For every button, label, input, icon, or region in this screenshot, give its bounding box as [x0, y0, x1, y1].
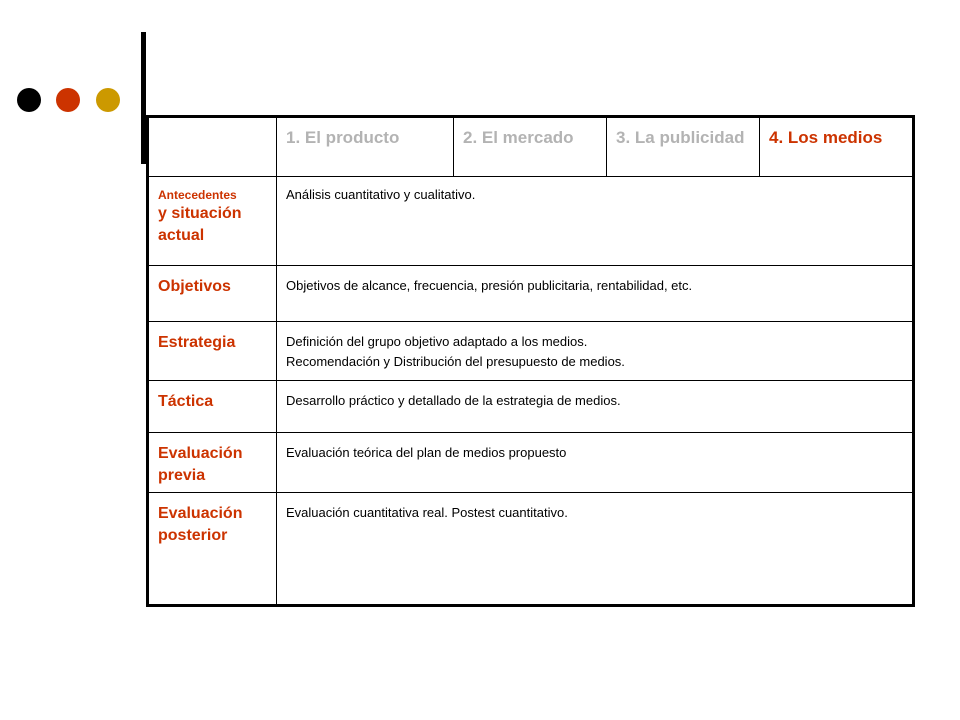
- row-label-estrategia: Estrategia: [148, 322, 277, 381]
- row-label-evaluacion-posterior: Evaluación posterior: [148, 493, 277, 606]
- table-row: [148, 381, 914, 433]
- table-row: [148, 433, 914, 493]
- row-label-objetivos: Objetivos: [148, 266, 277, 322]
- row-content: [277, 381, 914, 433]
- gold-dot: [96, 88, 120, 112]
- table-row: [148, 177, 914, 266]
- row-content: [277, 322, 914, 381]
- red-dot: [56, 88, 80, 112]
- black-dot: [17, 88, 41, 112]
- row-content: [277, 433, 914, 493]
- content-line: Definición del grupo objetivo adaptado a los medios.: [286, 334, 588, 349]
- header-cell-publicidad: 3. La publicidad: [607, 117, 760, 177]
- row-content: [277, 177, 914, 266]
- row-label-small: Antecedentes: [158, 188, 237, 202]
- row-label-text: y situación actual: [158, 205, 242, 244]
- table-row: [148, 266, 914, 322]
- header-cell-empty: [148, 117, 277, 177]
- row-content: [277, 266, 914, 322]
- content-line: Desarrollo práctico y detallado de la estrategia de medios.: [286, 393, 621, 408]
- table-header-row: [148, 117, 914, 177]
- media-plan-table: [146, 115, 915, 607]
- row-label-evaluacion-previa: Evaluación previa: [148, 433, 277, 493]
- header-cell-mercado: 2. El mercado: [454, 117, 607, 177]
- content-line: Evaluación cuantitativa real. Postest cuantitativo.: [286, 505, 568, 520]
- row-label-antecedentes: [148, 177, 277, 266]
- table-row: [148, 322, 914, 381]
- content-line: Objetivos de alcance, frecuencia, presión publicitaria, rentabilidad, etc.: [286, 278, 693, 293]
- content-line: Recomendación y Distribución del presupuesto de medios.: [286, 354, 625, 369]
- content-line: Evaluación teórica del plan de medios propuesto: [286, 445, 567, 460]
- header-cell-medios: 4. Los medios: [760, 117, 914, 177]
- row-label-tactica: Táctica: [148, 381, 277, 433]
- row-content: [277, 493, 914, 606]
- content-line: Análisis cuantitativo y cualitativo.: [286, 187, 476, 202]
- header-cell-producto: 1. El producto: [277, 117, 454, 177]
- table-row: [148, 493, 914, 606]
